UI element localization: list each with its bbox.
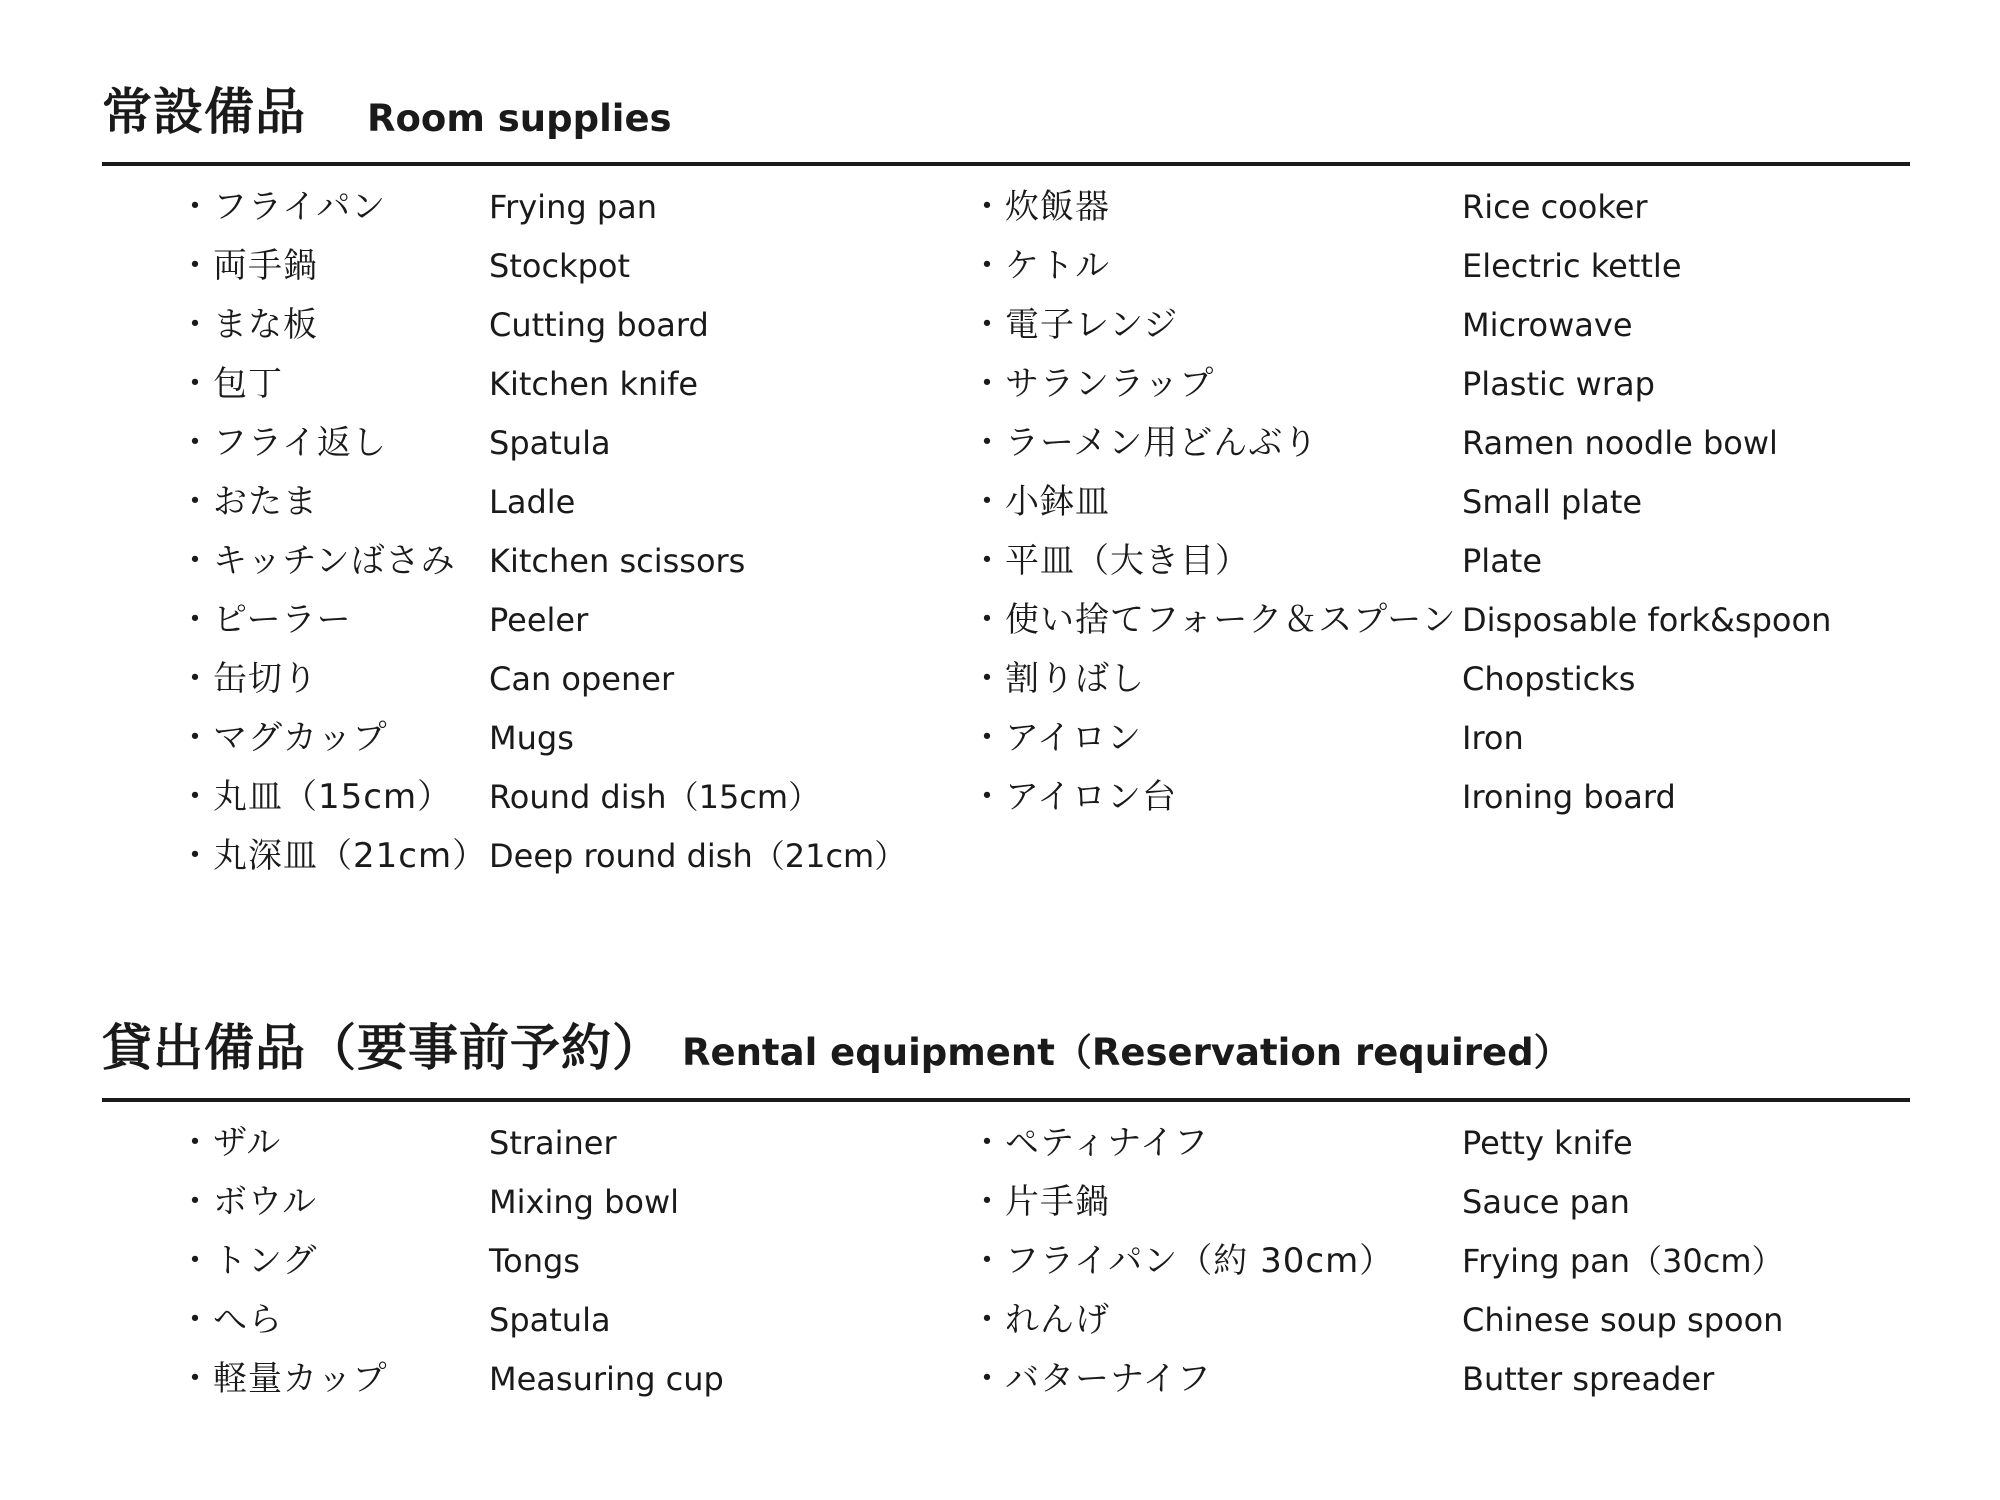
room-supplies-title-ja: 常設備品 [102, 83, 306, 141]
item-english-name: Frying pan [489, 188, 658, 226]
item-english-name: Stockpot [489, 247, 630, 285]
list-row [102, 1350, 1910, 1408]
list-row [102, 1173, 1910, 1231]
item-english-name: Round dish（15cm） [489, 778, 821, 816]
item-english-name: Peeler [489, 601, 589, 639]
item-japanese-name: ・ケトル [970, 246, 1110, 286]
item-english-name: Rice cooker [1462, 188, 1648, 226]
item-japanese-name: ・れんげ [970, 1300, 1110, 1340]
item-japanese-name: ・包丁 [178, 364, 283, 404]
item-english-name: Small plate [1462, 483, 1643, 521]
rental-equipment-section [102, 1006, 1910, 1399]
item-english-name: Spatula [489, 424, 611, 462]
item-english-name: Chinese soup spoon [1462, 1301, 1784, 1339]
item-japanese-name: ・フライパン（約 30cm） [970, 1241, 1395, 1281]
item-japanese-name: ・ペティナイフ [970, 1123, 1209, 1163]
item-english-name: Ironing board [1462, 778, 1676, 816]
item-japanese-name: ・アイロン台 [970, 777, 1177, 817]
item-japanese-name: ・小鉢皿 [970, 482, 1110, 522]
item-english-name: Plate [1462, 542, 1543, 580]
item-japanese-name: ・丸皿（15cm） [178, 777, 453, 817]
item-japanese-name: ・平皿（大き目） [970, 541, 1250, 581]
item-japanese-name: ・缶切り [178, 659, 318, 699]
item-japanese-name: ・使い捨てフォーク＆スプーン [970, 600, 1457, 640]
item-english-name: Sauce pan [1462, 1183, 1630, 1221]
item-japanese-name: ・フライ返し [178, 423, 387, 463]
list-row [102, 414, 1910, 472]
item-japanese-name: ・アイロン [970, 718, 1142, 758]
item-english-name: Disposable fork&spoon [1462, 601, 1832, 639]
list-row [102, 532, 1910, 590]
list-row [102, 827, 1910, 885]
item-japanese-name: ・へら [178, 1300, 283, 1340]
item-japanese-name: ・バターナイフ [970, 1359, 1212, 1399]
item-japanese-name: ・丸深皿（21cm） [178, 836, 488, 876]
item-japanese-name: ・片手鍋 [970, 1182, 1110, 1222]
item-japanese-name: ・炊飯器 [970, 187, 1110, 227]
list-row [102, 296, 1910, 354]
item-english-name: Chopsticks [1462, 660, 1636, 698]
item-english-name: Mugs [489, 719, 574, 757]
item-japanese-name: ・電子レンジ [970, 305, 1179, 345]
item-japanese-name: ・割りばし [970, 659, 1145, 699]
item-japanese-name: ・軽量カップ [178, 1359, 388, 1399]
item-english-name: Can opener [489, 660, 675, 698]
list-row [102, 591, 1910, 649]
item-japanese-name: ・ピーラー [178, 600, 352, 640]
list-row [102, 1291, 1910, 1349]
item-japanese-name: ・ザル [178, 1123, 282, 1163]
item-english-name: Kitchen knife [489, 365, 699, 403]
list-row [102, 473, 1910, 531]
list-row [102, 1232, 1910, 1290]
room-supplies-title-en: Room supplies [367, 97, 672, 140]
rental-equipment-header [102, 1006, 1910, 1102]
item-english-name: Measuring cup [489, 1360, 724, 1398]
item-english-name: Mixing bowl [489, 1183, 680, 1221]
item-english-name: Deep round dish（21cm） [489, 837, 907, 875]
list-row [102, 709, 1910, 767]
item-japanese-name: ・ボウル [178, 1182, 317, 1222]
rental-equipment-title-ja: 貸出備品（要事前予約） [102, 1019, 663, 1077]
item-english-name: Ladle [489, 483, 576, 521]
item-english-name: Spatula [489, 1301, 611, 1339]
item-japanese-name: ・フライパン [178, 187, 387, 227]
item-japanese-name: ・サランラップ [970, 364, 1215, 404]
item-japanese-name: ・キッチンばさみ [178, 541, 456, 581]
item-english-name: Iron [1462, 719, 1524, 757]
item-english-name: Kitchen scissors [489, 542, 746, 580]
item-japanese-name: ・マグカップ [178, 718, 388, 758]
list-row [102, 1114, 1910, 1172]
item-english-name: Microwave [1462, 306, 1633, 344]
list-row [102, 355, 1910, 413]
list-row [102, 650, 1910, 708]
room-supplies-section [102, 70, 1910, 876]
item-english-name: Ramen noodle bowl [1462, 424, 1778, 462]
room-supplies-header [102, 70, 1910, 166]
list-row [102, 237, 1910, 295]
item-english-name: Electric kettle [1462, 247, 1682, 285]
item-english-name: Butter spreader [1462, 1360, 1715, 1398]
item-japanese-name: ・ラーメン用どんぶり [970, 423, 1319, 463]
item-english-name: Tongs [489, 1242, 580, 1280]
item-english-name: Plastic wrap [1462, 365, 1655, 403]
list-row [102, 768, 1910, 826]
item-japanese-name: ・おたま [178, 482, 318, 522]
item-english-name: Frying pan（30cm） [1462, 1242, 1784, 1280]
item-english-name: Petty knife [1462, 1124, 1633, 1162]
item-english-name: Strainer [489, 1124, 617, 1162]
item-japanese-name: ・まな板 [178, 305, 318, 345]
rental-equipment-title-en: Rental equipment（Reservation required） [682, 1031, 1571, 1074]
item-japanese-name: ・トング [178, 1241, 318, 1281]
item-japanese-name: ・両手鍋 [178, 246, 318, 286]
item-english-name: Cutting board [489, 306, 709, 344]
list-row [102, 178, 1910, 236]
